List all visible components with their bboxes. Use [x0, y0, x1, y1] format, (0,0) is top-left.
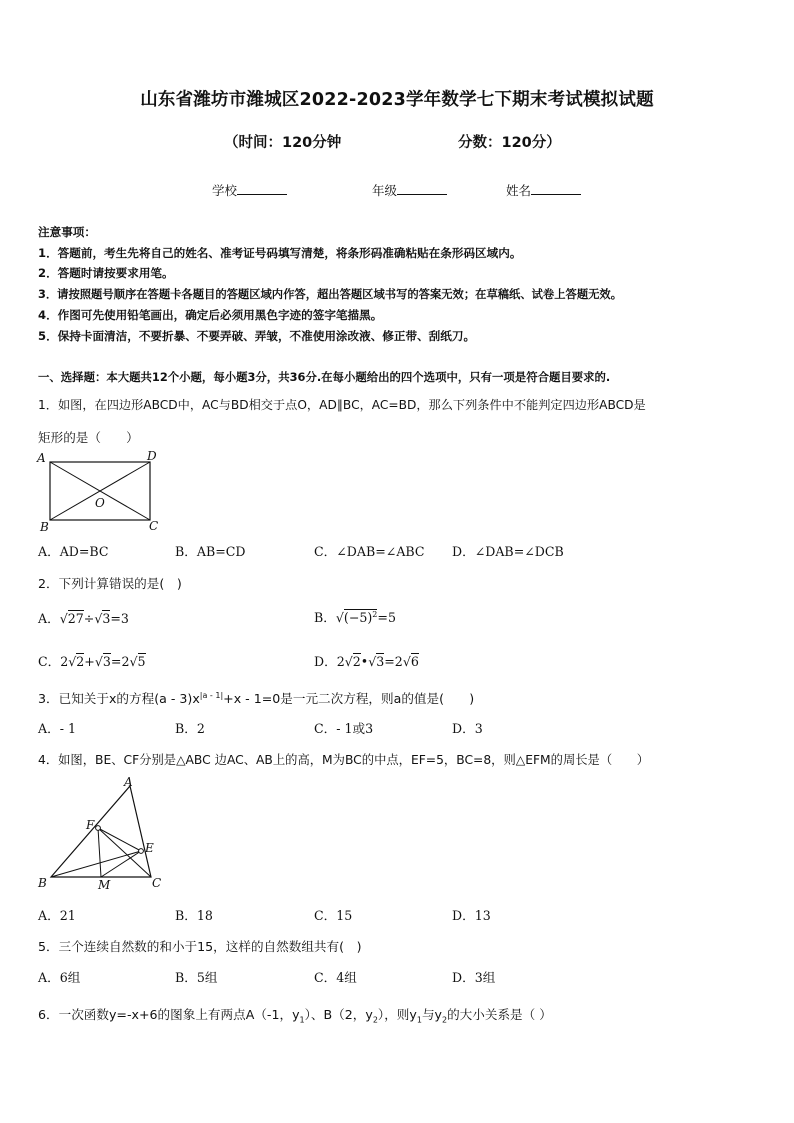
q3-option-b: B．2: [175, 721, 205, 736]
q1-label-b: B: [40, 520, 49, 534]
exam-title: 山东省潍坊市潍城区2022-2023学年数学七下期末考试模拟试题: [140, 90, 654, 110]
sqrt-icon: √: [402, 654, 411, 669]
q3-option-c: C．- 1或3: [314, 721, 374, 736]
notice-item-3: 3．请按照题号顺序在答题卡各题目的答题区域内作答，超出答题区域书写的答案无效；在草稿纸、试卷上答题无效。: [38, 288, 623, 301]
q1-option-c: C．∠DAB=∠ABC: [314, 544, 425, 559]
q4-segment-em: [101, 851, 141, 877]
q4-point-f: [96, 826, 101, 831]
q4-label-m: M: [98, 878, 111, 892]
grade-field: [372, 181, 447, 199]
school-blank: [237, 182, 287, 195]
q4-label-f: F: [86, 818, 95, 832]
name-blank: [531, 182, 581, 195]
q6-stem: 6．一次函数y=-x+6的图象上有两点A（-1，$y_1$）、B（2，$y_2$），则$y_1$与$y_2$的大小关系是（ ）: [38, 1007, 552, 1025]
q4-option-c: C．15: [314, 908, 353, 923]
exam-score: 分数：120分）: [458, 135, 561, 151]
q5-option-b: B．5组: [175, 970, 218, 985]
grade-blank: [397, 182, 447, 195]
notice-heading: 注意事项：: [38, 225, 96, 239]
q2-option-d: D．2√2•√3=2√6: [314, 654, 419, 669]
q5-option-d: D．3组: [452, 970, 496, 985]
notice-item-5: 5．保持卡面清洁，不要折暴、不要弄破、弄皱，不准使用涂改液、修正带、刮纸刀。: [38, 329, 476, 343]
sqrt-icon: √: [59, 611, 68, 626]
sqrt-icon: √: [335, 610, 344, 625]
q2-option-c: C．2√2+√3=2√5: [38, 654, 146, 669]
notice-item-4: 4．作图可先使用铅笔画出，确定后必须用黑色字迹的签字笔描黑。: [38, 308, 383, 322]
name-field: [506, 181, 581, 199]
q1-label-a: A: [37, 451, 46, 465]
q5-option-c: C．4组: [314, 970, 357, 985]
q5-stem: 5．三个连续自然数的和小于15，这样的自然数组共有( ): [38, 939, 362, 954]
q4-triangle-figure: [34, 776, 174, 894]
sqrt-icon: √: [129, 654, 138, 669]
q2-option-b: B．$√(-5)^2=5$: [314, 609, 396, 625]
sqrt-icon: √: [94, 611, 103, 626]
q4-label-a: A: [124, 776, 133, 789]
q2-option-a: A．√27÷√3=3: [38, 611, 129, 626]
q4-option-a: A．21: [38, 908, 76, 923]
grade-label: 年级: [372, 183, 398, 198]
q5-option-a: A．6组: [38, 970, 81, 985]
school-field: [212, 181, 287, 199]
q1-option-b: B．AB=CD: [175, 544, 246, 559]
exam-time: （时间：120分钟: [224, 135, 342, 151]
notice-item-2: 2．答题时请按要求用笔。: [38, 266, 174, 280]
q4-segment-fm: [98, 828, 101, 877]
q1-stem-line2: 矩形的是（ ）: [38, 430, 139, 445]
sqrt-icon: √: [94, 654, 103, 669]
name-label: 姓名: [506, 183, 532, 198]
q2-stem: 2．下列计算错误的是( ): [38, 576, 182, 591]
sqrt-icon: √: [344, 654, 353, 669]
q1-label-c: C: [149, 519, 159, 533]
q4-label-e: E: [145, 841, 154, 855]
q4-option-d: D．13: [452, 908, 491, 923]
q1-stem-line1: 1．如图，在四边形ABCD中，AC与BD相交于点O，AD∥BC，AC=BD，那么下列条件中不能判定四边形ABCD是: [38, 398, 646, 412]
q3-option-a: A．- 1: [38, 721, 76, 736]
q1-rectangle-figure: [34, 448, 164, 534]
q4-label-c: C: [152, 876, 162, 890]
q1-option-d: D．∠DAB=∠DCB: [452, 544, 564, 559]
q3-option-d: D．3: [452, 721, 483, 736]
q1-label-d: D: [147, 449, 157, 463]
q3-stem: 3．已知关于x的方程$(a - 3)x^{|a - 1|}+x - 1=0$是一元二次方程，则a的值是( ): [38, 690, 475, 706]
section-heading: 一、选择题：本大题共12个小题，每小题3分，共36分.在每小题给出的四个选项中，只有一项是符合题目要求的.: [38, 370, 611, 384]
notice-item-1: 1．答题前，考生先将自己的姓名、准考证号码填写清楚，将条形码准确粘贴在条形码区域内。: [38, 246, 522, 260]
q1-option-a: A．AD=BC: [38, 544, 109, 559]
q1-label-o: O: [95, 496, 105, 510]
school-label: 学校: [212, 183, 238, 198]
sqrt-icon: √: [368, 654, 377, 669]
sqrt-icon: √: [68, 654, 77, 669]
q4-label-b: B: [38, 876, 47, 890]
q4-option-b: B．18: [175, 908, 213, 923]
q4-point-e: [139, 849, 144, 854]
q4-stem: 4．如图，BE、CF分别是△ABC 边AC、AB上的高，M为BC的中点，EF=5，BC=8，则△EFM的周长是（ ）: [38, 753, 650, 767]
